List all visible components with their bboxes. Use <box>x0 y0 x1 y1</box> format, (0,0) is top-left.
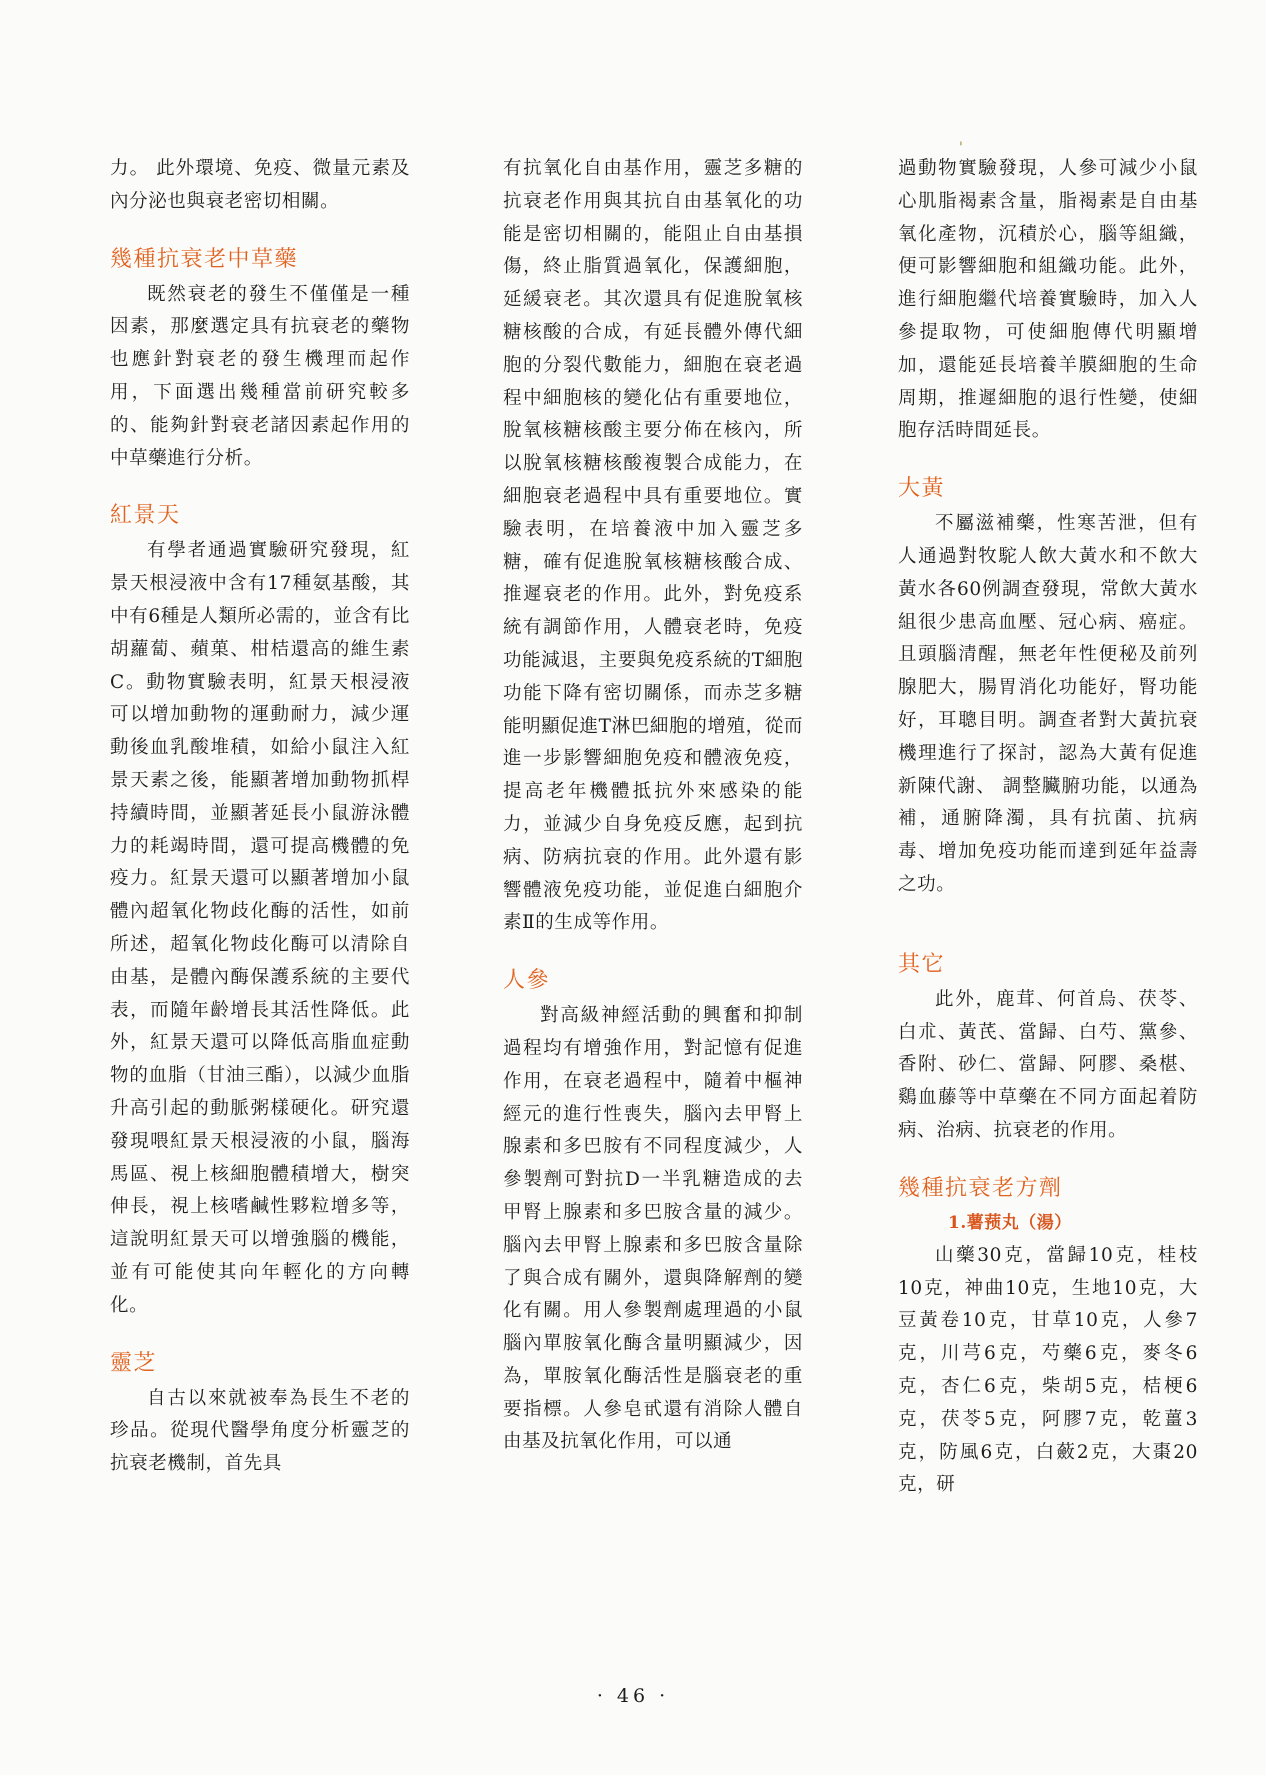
subheading-formula-1: 1.薯蓣丸（湯） <box>948 1212 1072 1233</box>
heading-rhubarb: 大黃 <box>898 476 946 502</box>
paragraph-ginseng-continued: 過動物實驗發現，人參可減少小鼠心肌脂褐素含量，脂褐素是自由基氧化產物，沉積於心，腦等組織，便可影響細胞和組織功能。此外，進行細胞繼代培養實驗時，加入人參提取物，可使細胞傳代明顯增加，還能延長培養羊膜細胞的生命周期，推遲細胞的退行性變，使細胞存活時間延長。 <box>898 158 1198 442</box>
heading-ginseng: 人參 <box>503 968 551 994</box>
page-number: · 46 · <box>596 1685 670 1707</box>
heading-lingzhi: 靈芝 <box>110 1350 158 1376</box>
paragraph-others: 此外，鹿茸、何首烏、茯苓、白朮、黃芪、當歸、白芍、黨參、香附、砂仁、當歸、阿膠、桑椹、鷄血藤等中草藥在不同方面起着防病、治病、抗衰老的作用。 <box>898 988 1198 1141</box>
paragraph-rhodiola: 有學者通過實驗研究發現，紅景天根浸液中含有17種氨基酸，其中有6種是人類所必需的，並含有比胡蘿蔔、蘋菓、柑桔還高的維生素C。動物實驗表明，紅景天根浸液可以增加動物的運動耐力，減少運動後血乳酸堆積，如給小鼠注入紅景天素之後，能顯著增加動物抓桿持續時間，並顯著延長小鼠游泳體力的耗竭時間，還可提高機體的免疫力。紅景天還可以顯著增加小鼠體內超氧化物歧化酶的活性，如前所述，超氧化物歧化酶可以清除自由基，是體內酶保護系統的主要代表，而隨年齡增長其活性降低。此外，紅景天還可以降低高脂血症動物的血脂（甘油三酯），以減少血脂升高引起的動脈粥樣硬化。研究還發現喂紅景天根浸液的小鼠，腦海馬區、視上核細胞體積增大，樹突伸長，視上核嗜鹹性夥粒增多等，這說明紅景天可以增強腦的機能，並有可能使其向年輕化的方向轉化。 <box>110 540 410 1316</box>
paragraph-ginseng: 對高級神經活動的興奮和抑制過程均有增強作用，對記憶有促進作用，在衰老過程中，隨着中樞神經元的進行性喪失，腦內去甲腎上腺素和多巴胺有不同程度減少，人參製劑可對抗D一半乳糖造成的去甲腎上腺素和多巴胺含量的減少。腦內去甲腎上腺素和多巴胺含量除了與合成有關外，還與降解劑的變化有關。用人參製劑處理過的小鼠腦內單胺氧化酶含量明顯減少，因為，單胺氧化酶活性是腦衰老的重要指標。人參皂甙還有消除人體自由基及抗氧化作用，可以通 <box>503 1005 803 1453</box>
paragraph-continued: 力。 此外環境、免疫、微量元素及內分泌也與衰老密切相關。 <box>110 158 410 212</box>
paragraph-lingzhi-continued: 有抗氧化自由基作用，靈芝多糖的抗衰老作用與其抗自由基氧化的功能是密切相關的，能阻止自由基損傷，終止脂質過氧化，保護細胞，延緩衰老。其次還具有促進脫氧核糖核酸的合成，有延長體外傳代細胞的分裂代數能力，細胞在衰老過程中細胞核的變化佔有重要地位，脫氧核糖核酸主要分佈在核內，所以脫氧核糖核酸複製合成能力，在細胞衰老過程中具有重要地位。實驗表明，在培養液中加入靈芝多糖，確有促進脫氧核糖核酸合成、推遲衰老的作用。此外，對免疫系統有調節作用，人體衰老時，免疫功能減退，主要與免疫系統的T細胞功能下降有密切關係，而赤芝多糖能明顯促進T淋巴細胞的增殖，從而進一步影響細胞免疫和體液免疫，提高老年機體抵抗外來感染的能力，並減少自身免疫反應，起到抗病、防病抗衰的作用。此外還有影響體液免疫功能，並促進白細胞介素Ⅱ的生成等作用。 <box>503 158 803 934</box>
heading-anti-aging-herbs: 幾種抗衰老中草藥 <box>110 246 299 272</box>
heading-others: 其它 <box>898 951 946 977</box>
paragraph-formula-1: 山藥30克，當歸10克，桂枝10克，神曲10克，生地10克，大豆黃卷10克，甘草10克，人參7克，川芎6克，芍藥6克，麥冬6克，杏仁6克，柴胡5克，桔梗6克，茯苓5克，阿膠7克，乾薑3克，防風6克，白蘞2克，大棗20克，研 <box>898 1244 1198 1496</box>
paragraph-rhubarb: 不屬滋補藥，性寒苦泄，但有人通過對牧駝人飲大黃水和不飲大黃水各60例調查發現，常飲大黃水組很少患高血壓、冠心病、癌症。且頭腦清醒，無老年性便秘及前列腺肥大，腸胃消化功能好，腎功能好，耳聰目明。調查者對大黃抗衰機理進行了探討，認為大黃有促進新陳代謝、 調整臟腑功能，以通為補，通腑降濁，具有抗菌、抗病毒、增加免疫功能而達到延年益壽之功。 <box>898 513 1198 895</box>
paragraph-herbs-intro: 既然衰老的發生不僅僅是一種因素，那麼選定具有抗衰老的藥物也應針對衰老的發生機理而起作用，下面選出幾種當前研究較多的、能夠針對衰老諸因素起作用的中草藥進行分析。 <box>110 283 410 469</box>
scan-speck: ' <box>959 140 963 156</box>
column-left <box>110 153 410 1481</box>
paragraph-lingzhi: 自古以來就被奉為長生不老的珍品。從現代醫學角度分析靈芝的抗衰老機制，首先具 <box>110 1387 410 1475</box>
column-middle <box>503 153 803 1459</box>
column-right <box>898 153 1198 1502</box>
heading-rhodiola: 紅景天 <box>110 503 181 529</box>
heading-anti-aging-formulas: 幾種抗衰老方劑 <box>898 1175 1063 1201</box>
